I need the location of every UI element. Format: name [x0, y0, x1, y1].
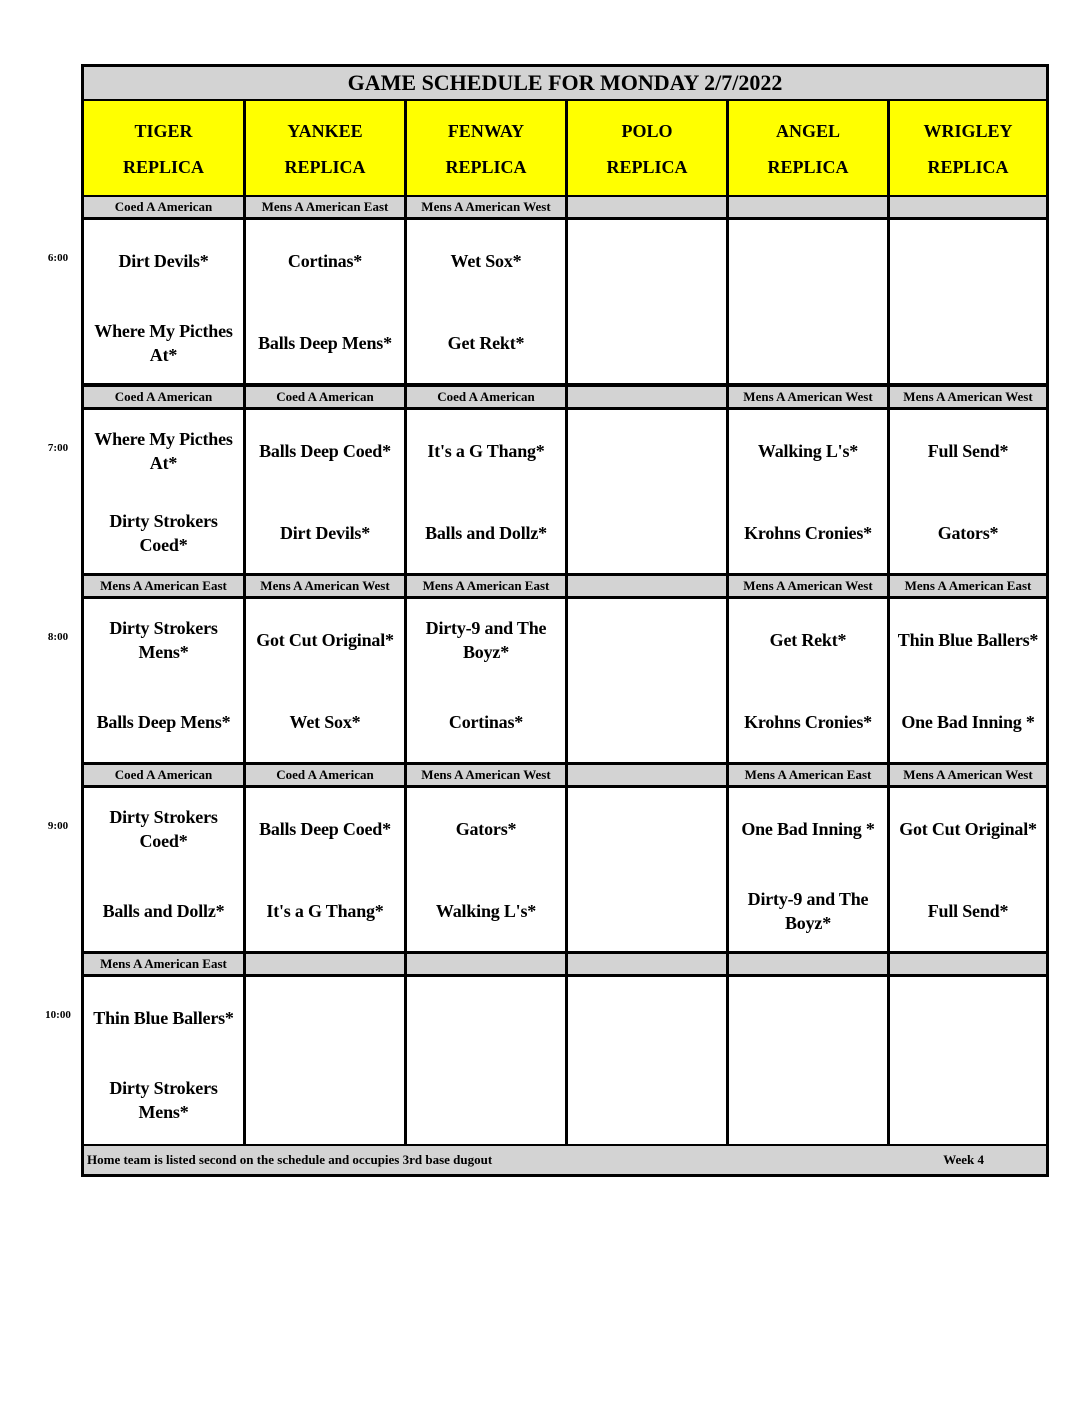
division-label	[568, 197, 726, 217]
visiting-team	[890, 993, 1046, 1043]
division-label: Mens A American West	[729, 576, 887, 596]
division-label: Mens A American East	[84, 954, 243, 974]
division-label: Coed A American	[84, 387, 243, 407]
home-team: Cortinas*	[448, 712, 524, 732]
home-team: Krohns Cronies*	[744, 523, 872, 543]
visiting-team: Dirt Devils*	[118, 251, 209, 271]
game-cell	[890, 599, 1046, 762]
division-label	[568, 387, 726, 407]
visiting-team: Where My Picthes At*	[94, 429, 233, 473]
home-team: Wet Sox*	[289, 712, 361, 732]
schedule-table	[81, 64, 1049, 1177]
division-label: Mens A American West	[890, 387, 1046, 407]
visiting-team: Dirty Strokers Coed*	[109, 807, 218, 851]
division-label: Mens A American West	[246, 576, 404, 596]
field-header-tiger	[84, 101, 243, 195]
visiting-team	[729, 236, 887, 286]
home-team	[568, 1075, 726, 1125]
division-label	[729, 954, 887, 974]
visiting-team: Full Send*	[927, 441, 1009, 461]
field-name: ANGEL	[775, 121, 840, 141]
division-label	[407, 954, 565, 974]
visiting-team: Balls Deep Coed*	[259, 441, 391, 461]
visiting-team: It's a G Thang*	[427, 441, 545, 461]
visiting-team: Thin Blue Ballers*	[93, 1008, 234, 1028]
division-label	[890, 197, 1046, 217]
division-label: Coed A American	[407, 387, 565, 407]
footer-bar	[84, 1146, 1046, 1174]
visiting-team: Wet Sox*	[450, 251, 522, 271]
game-cell	[890, 410, 1046, 573]
field-subtitle: REPLICA	[927, 157, 1009, 177]
game-cell	[246, 977, 404, 1144]
division-label: Mens A American East	[890, 576, 1046, 596]
schedule-title: GAME SCHEDULE FOR MONDAY 2/7/2022	[84, 67, 1046, 99]
home-team	[568, 886, 726, 936]
visiting-team	[568, 993, 726, 1043]
division-label	[246, 954, 404, 974]
visiting-team	[246, 993, 404, 1043]
home-team	[568, 318, 726, 368]
game-cell	[246, 410, 404, 573]
field-subtitle: REPLICA	[767, 157, 849, 177]
home-team: Dirty Strokers Coed*	[109, 511, 218, 555]
field-name: POLO	[621, 121, 673, 141]
visiting-team: Dirty-9 and The Boyz*	[425, 618, 547, 662]
division-label: Mens A American West	[890, 765, 1046, 785]
division-label	[568, 765, 726, 785]
game-cell	[407, 410, 565, 573]
field-name: TIGER	[134, 121, 193, 141]
field-name: YANKEE	[287, 121, 363, 141]
home-team: Where My Picthes At*	[94, 321, 233, 365]
game-cell	[84, 599, 243, 762]
home-team: Dirty Strokers Mens*	[109, 1078, 218, 1122]
game-cell	[729, 410, 887, 573]
game-cell	[246, 599, 404, 762]
home-team	[729, 318, 887, 368]
home-team: Balls Deep Mens*	[258, 333, 392, 353]
division-label: Coed A American	[84, 197, 243, 217]
field-header-yankee	[246, 101, 404, 195]
visiting-team: Get Rekt*	[769, 630, 847, 650]
division-label	[568, 954, 726, 974]
game-cell	[568, 410, 726, 573]
visiting-team: Gators*	[455, 819, 517, 839]
division-label: Mens A American East	[407, 576, 565, 596]
visiting-team	[729, 993, 887, 1043]
game-cell	[890, 788, 1046, 951]
field-name: WRIGLEY	[923, 121, 1013, 141]
game-cell	[407, 788, 565, 951]
home-team	[407, 1075, 565, 1125]
game-cell	[729, 220, 887, 383]
game-cell	[568, 788, 726, 951]
game-cell	[890, 220, 1046, 383]
game-cell	[568, 220, 726, 383]
field-subtitle: REPLICA	[284, 157, 366, 177]
time-label: 8:00	[47, 631, 69, 643]
game-cell	[84, 220, 243, 383]
visiting-team: Thin Blue Ballers*	[897, 630, 1039, 650]
home-team	[568, 508, 726, 558]
division-label	[729, 197, 887, 217]
visiting-team: Got Cut Original*	[899, 819, 1037, 839]
visiting-team	[568, 236, 726, 286]
game-cell	[729, 788, 887, 951]
field-name: FENWAY	[447, 121, 525, 141]
home-team	[568, 697, 726, 747]
division-label: Mens A American East	[84, 576, 243, 596]
home-team	[729, 1075, 887, 1125]
time-label: 9:00	[47, 820, 69, 832]
home-team	[246, 1075, 404, 1125]
time-label: 10:00	[45, 1009, 71, 1021]
time-label: 7:00	[47, 442, 69, 454]
game-cell	[84, 410, 243, 573]
field-header-wrigley	[890, 101, 1046, 195]
visiting-team	[568, 426, 726, 476]
game-cell	[890, 977, 1046, 1144]
home-team: Balls and Dollz*	[425, 523, 547, 543]
game-cell	[84, 977, 243, 1144]
division-label: Coed A American	[84, 765, 243, 785]
visiting-team: Balls Deep Coed*	[259, 819, 391, 839]
field-header-polo	[568, 101, 726, 195]
game-cell	[246, 788, 404, 951]
game-cell	[84, 788, 243, 951]
division-label: Coed A American	[246, 765, 404, 785]
division-label: Mens A American West	[407, 765, 565, 785]
home-team: Gators*	[937, 523, 999, 543]
division-label: Mens A American East	[246, 197, 404, 217]
home-team	[890, 1075, 1046, 1125]
visiting-team	[568, 804, 726, 854]
time-label: 6:00	[47, 252, 69, 264]
home-team: Get Rekt*	[447, 333, 525, 353]
game-cell	[729, 599, 887, 762]
division-label: Mens A American East	[729, 765, 887, 785]
field-subtitle: REPLICA	[445, 157, 527, 177]
visiting-team	[407, 993, 565, 1043]
home-team: Balls and Dollz*	[102, 901, 225, 921]
game-cell	[568, 977, 726, 1144]
visiting-team	[568, 615, 726, 665]
home-team	[890, 318, 1046, 368]
field-subtitle: REPLICA	[606, 157, 688, 177]
home-team: Walking L's*	[435, 901, 537, 921]
division-label: Mens A American West	[729, 387, 887, 407]
visiting-team: Dirty Strokers Mens*	[109, 618, 218, 662]
visiting-team: One Bad Inning *	[741, 819, 875, 839]
visiting-team	[890, 236, 1046, 286]
week-label: Week 4	[943, 1152, 984, 1167]
division-label	[890, 954, 1046, 974]
game-cell	[407, 220, 565, 383]
home-team: One Bad Inning *	[901, 712, 1035, 732]
visiting-team: Got Cut Original*	[256, 630, 394, 650]
division-label	[568, 576, 726, 596]
home-team: Full Send*	[927, 901, 1009, 921]
visiting-team: Walking L's*	[757, 441, 859, 461]
field-header-angel	[729, 101, 887, 195]
footer-note: Home team is listed second on the schedule and occupies 3rd base dugout	[87, 1152, 493, 1167]
field-subtitle: REPLICA	[122, 157, 204, 177]
home-team: Krohns Cronies*	[744, 712, 872, 732]
home-team: Dirt Devils*	[279, 523, 371, 543]
division-label: Mens A American West	[407, 197, 565, 217]
game-cell	[407, 599, 565, 762]
division-label: Coed A American	[246, 387, 404, 407]
game-cell	[729, 977, 887, 1144]
home-team: Balls Deep Mens*	[96, 712, 231, 732]
field-header-fenway	[407, 101, 565, 195]
visiting-team: Cortinas*	[287, 251, 363, 271]
game-cell	[246, 220, 404, 383]
home-team: It's a G Thang*	[266, 901, 384, 921]
game-cell	[407, 977, 565, 1144]
game-cell	[568, 599, 726, 762]
home-team: Dirty-9 and The Boyz*	[747, 889, 869, 933]
